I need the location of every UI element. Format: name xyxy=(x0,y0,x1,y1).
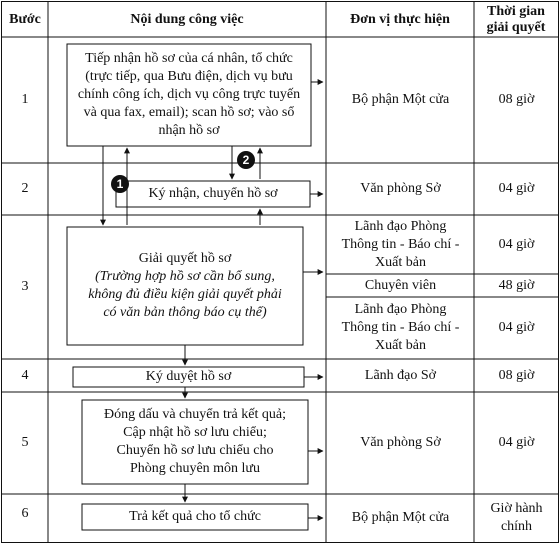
unit-cell: Văn phòng Sở xyxy=(360,435,441,450)
badge-one: 1 xyxy=(111,175,129,193)
box-approve-text: Ký duyệt hồ sơ xyxy=(145,369,232,384)
unit-cell: Văn phòng Sở xyxy=(360,181,441,196)
step-number: 4 xyxy=(21,367,29,383)
unit-cell: Chuyên viên xyxy=(364,277,437,293)
unit-cell: Lãnh đạo Phòng Thông tin - Báo chí - Xuất bản xyxy=(341,219,460,270)
resolve-note: (Trường hợp hồ sơ cần bổ sung, không đủ điều kiện giải quyết phải có văn bản thông báo cụ thể) xyxy=(88,269,282,320)
unit-cell: Lãnh đạo Phòng Thông tin - Báo chí - Xuất bản xyxy=(341,302,460,353)
step-number: 6 xyxy=(21,506,29,521)
box-stamp-text: Đóng dấu và chuyển trả kết quả; Cập nhật hồ sơ lưu chiểu; Chuyển hồ sơ lưu chiểu cho Phòng chuyên môn lưu xyxy=(104,407,286,476)
time-cell: 04 giờ xyxy=(498,181,535,196)
box-resolve-text xyxy=(68,228,302,344)
unit-cell: Bộ phận Một cửa xyxy=(351,510,450,525)
time-cell: 04 giờ xyxy=(498,435,535,450)
step-number: 2 xyxy=(21,181,29,196)
header-unit: Đơn vị thực hiện xyxy=(350,11,450,27)
time-cell: 04 giờ xyxy=(498,237,535,252)
step-number: 1 xyxy=(21,92,29,107)
box-receive-text: Tiếp nhận hồ sơ của cá nhân, tổ chức (trực tiếp, qua Bưu điện, dịch vụ bưu chính công ích, dịch vụ công trực tuyến và qua fax, email); scan hồ sơ; vào sổ nhận hồ sơ xyxy=(77,51,301,138)
header-content: Nội dung công việc xyxy=(130,11,244,27)
time-cell: 04 giờ xyxy=(498,320,535,335)
box-sign-transfer-text: Ký nhận, chuyển hồ sơ xyxy=(148,186,278,201)
unit-cell: Bộ phận Một cửa xyxy=(351,92,450,107)
time-cell: 48 giờ xyxy=(498,277,535,293)
resolve-title: Giải quyết hồ sơ xyxy=(138,251,232,266)
step-number: 5 xyxy=(21,435,29,450)
time-cell: 08 giờ xyxy=(498,92,535,107)
header-step: Bước xyxy=(9,11,41,27)
time-cell: 08 giờ xyxy=(498,367,535,383)
time-cell: Giờ hành chính xyxy=(490,501,543,534)
header-time: Thời gian giải quyết xyxy=(486,3,546,35)
badge-two: 2 xyxy=(237,151,255,169)
step-number: 3 xyxy=(21,279,29,294)
unit-cell: Lãnh đạo Sở xyxy=(364,367,437,383)
box-return-text: Trả kết quả cho tổ chức xyxy=(129,509,261,524)
